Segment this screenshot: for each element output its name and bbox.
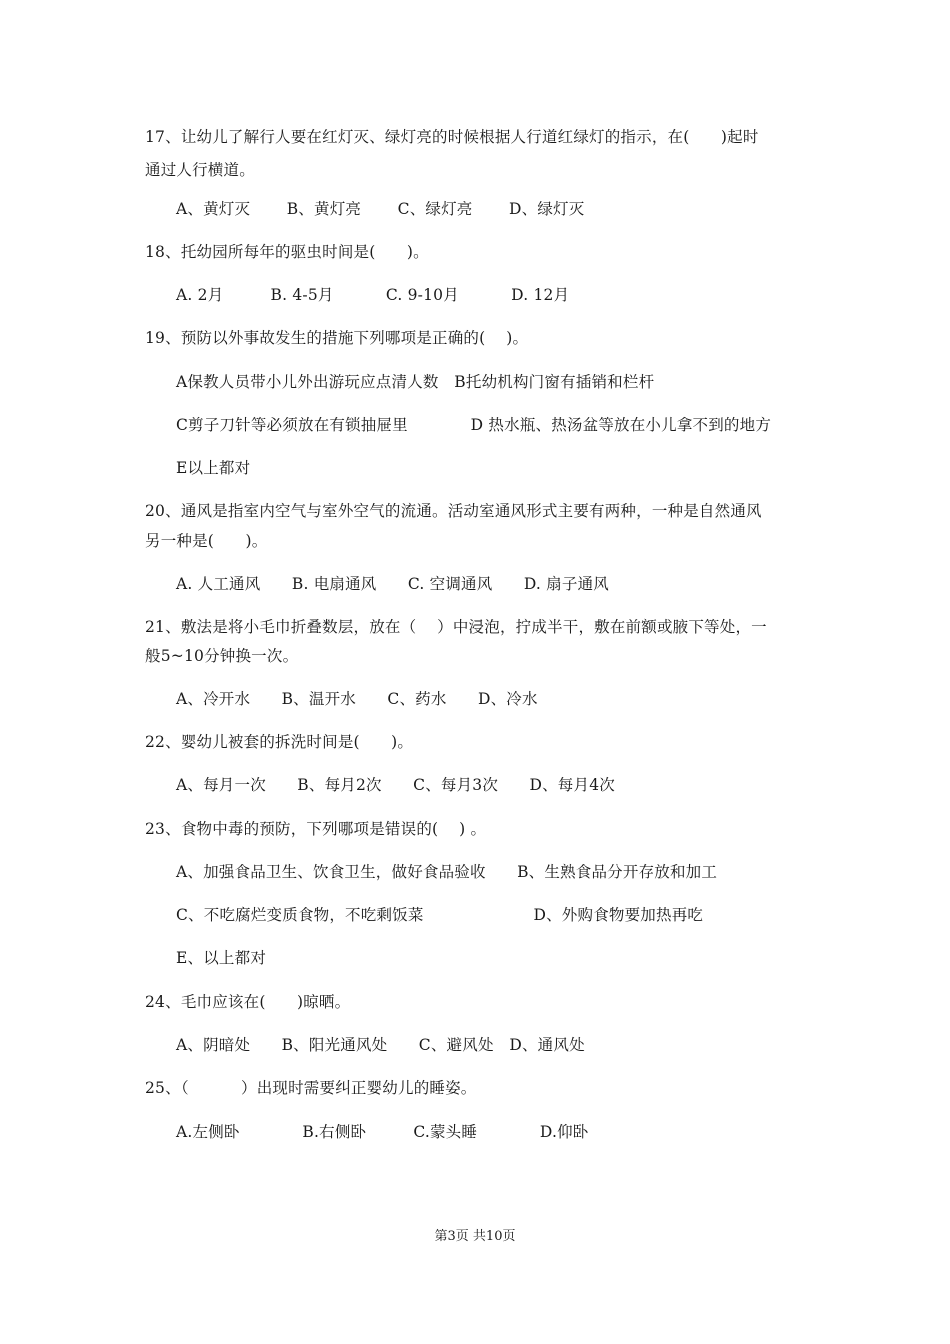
question-22-stem: 22、婴幼儿被套的拆洗时间是( )。 <box>145 733 414 751</box>
question-22-options: A、每月一次 B、每月2次 C、每月3次 D、每月4次 <box>176 776 615 794</box>
question-25-stem: 25、（ ）出现时需要纠正婴幼儿的睡姿。 <box>145 1079 477 1097</box>
question-21-stem-line-2: 般5~10分钟换一次。 <box>145 647 299 665</box>
question-18-options: A. 2月 B. 4-5月 C. 9-10月 D. 12月 <box>176 286 570 304</box>
page-number-footer: 第3页 共10页 <box>434 1229 516 1244</box>
question-23-option-line-3: E、以上都对 <box>176 949 267 967</box>
question-19-stem: 19、预防以外事故发生的措施下列哪项是正确的( )。 <box>145 329 529 347</box>
question-17-stem-line-2: 通过人行横道。 <box>145 161 255 179</box>
question-23-option-line-2: C、不吃腐烂变质食物，不吃剩饭菜 D、外购食物要加热再吃 <box>176 906 704 924</box>
question-21-options: A、冷开水 B、温开水 C、药水 D、冷水 <box>176 690 538 708</box>
question-20-stem-line-1: 20、通风是指室内空气与室外空气的流通。活动室通风形式主要有两种，一种是自然通风 <box>145 502 762 520</box>
question-17-options: A、黄灯灭 B、黄灯亮 C、绿灯亮 D、绿灯灭 <box>176 200 585 218</box>
question-20-stem-line-2: 另一种是( )。 <box>145 532 268 550</box>
question-23-stem: 23、食物中毒的预防，下列哪项是错误的( ) 。 <box>145 820 487 838</box>
question-23-option-line-1: A、加强食品卫生、饮食卫生，做好食品验收 B、生熟食品分开存放和加工 <box>176 863 718 881</box>
question-18-stem: 18、托幼园所每年的驱虫时间是( )。 <box>145 243 429 261</box>
question-25-options: A.左侧卧 B.右侧卧 C.蒙头睡 D.仰卧 <box>176 1123 589 1141</box>
question-17-stem-line-1: 17、让幼儿了解行人要在红灯灭、绿灯亮的时候根据人行道红绿灯的指示，在( )起时 <box>145 128 759 146</box>
question-24-options: A、阴暗处 B、阳光通风处 C、避风处 D、通风处 <box>176 1036 585 1054</box>
question-19-option-line-2: C剪子刀针等必须放在有锁抽屉里 D 热水瓶、热汤盆等放在小儿拿不到的地方 <box>176 416 772 434</box>
question-21-stem-line-1: 21、敷法是将小毛巾折叠数层，放在（ ）中浸泡，拧成半干，敷在前额或腋下等处，一 <box>145 618 767 636</box>
question-19-option-line-1: A保教人员带小儿外出游玩应点清人数 B托幼机构门窗有插销和栏杆 <box>176 373 655 391</box>
question-20-options: A. 人工通风 B. 电扇通风 C. 空调通风 D. 扇子通风 <box>176 575 609 593</box>
question-24-stem: 24、毛巾应该在( )晾晒。 <box>145 993 351 1011</box>
question-19-option-line-3: E以上都对 <box>176 459 251 477</box>
